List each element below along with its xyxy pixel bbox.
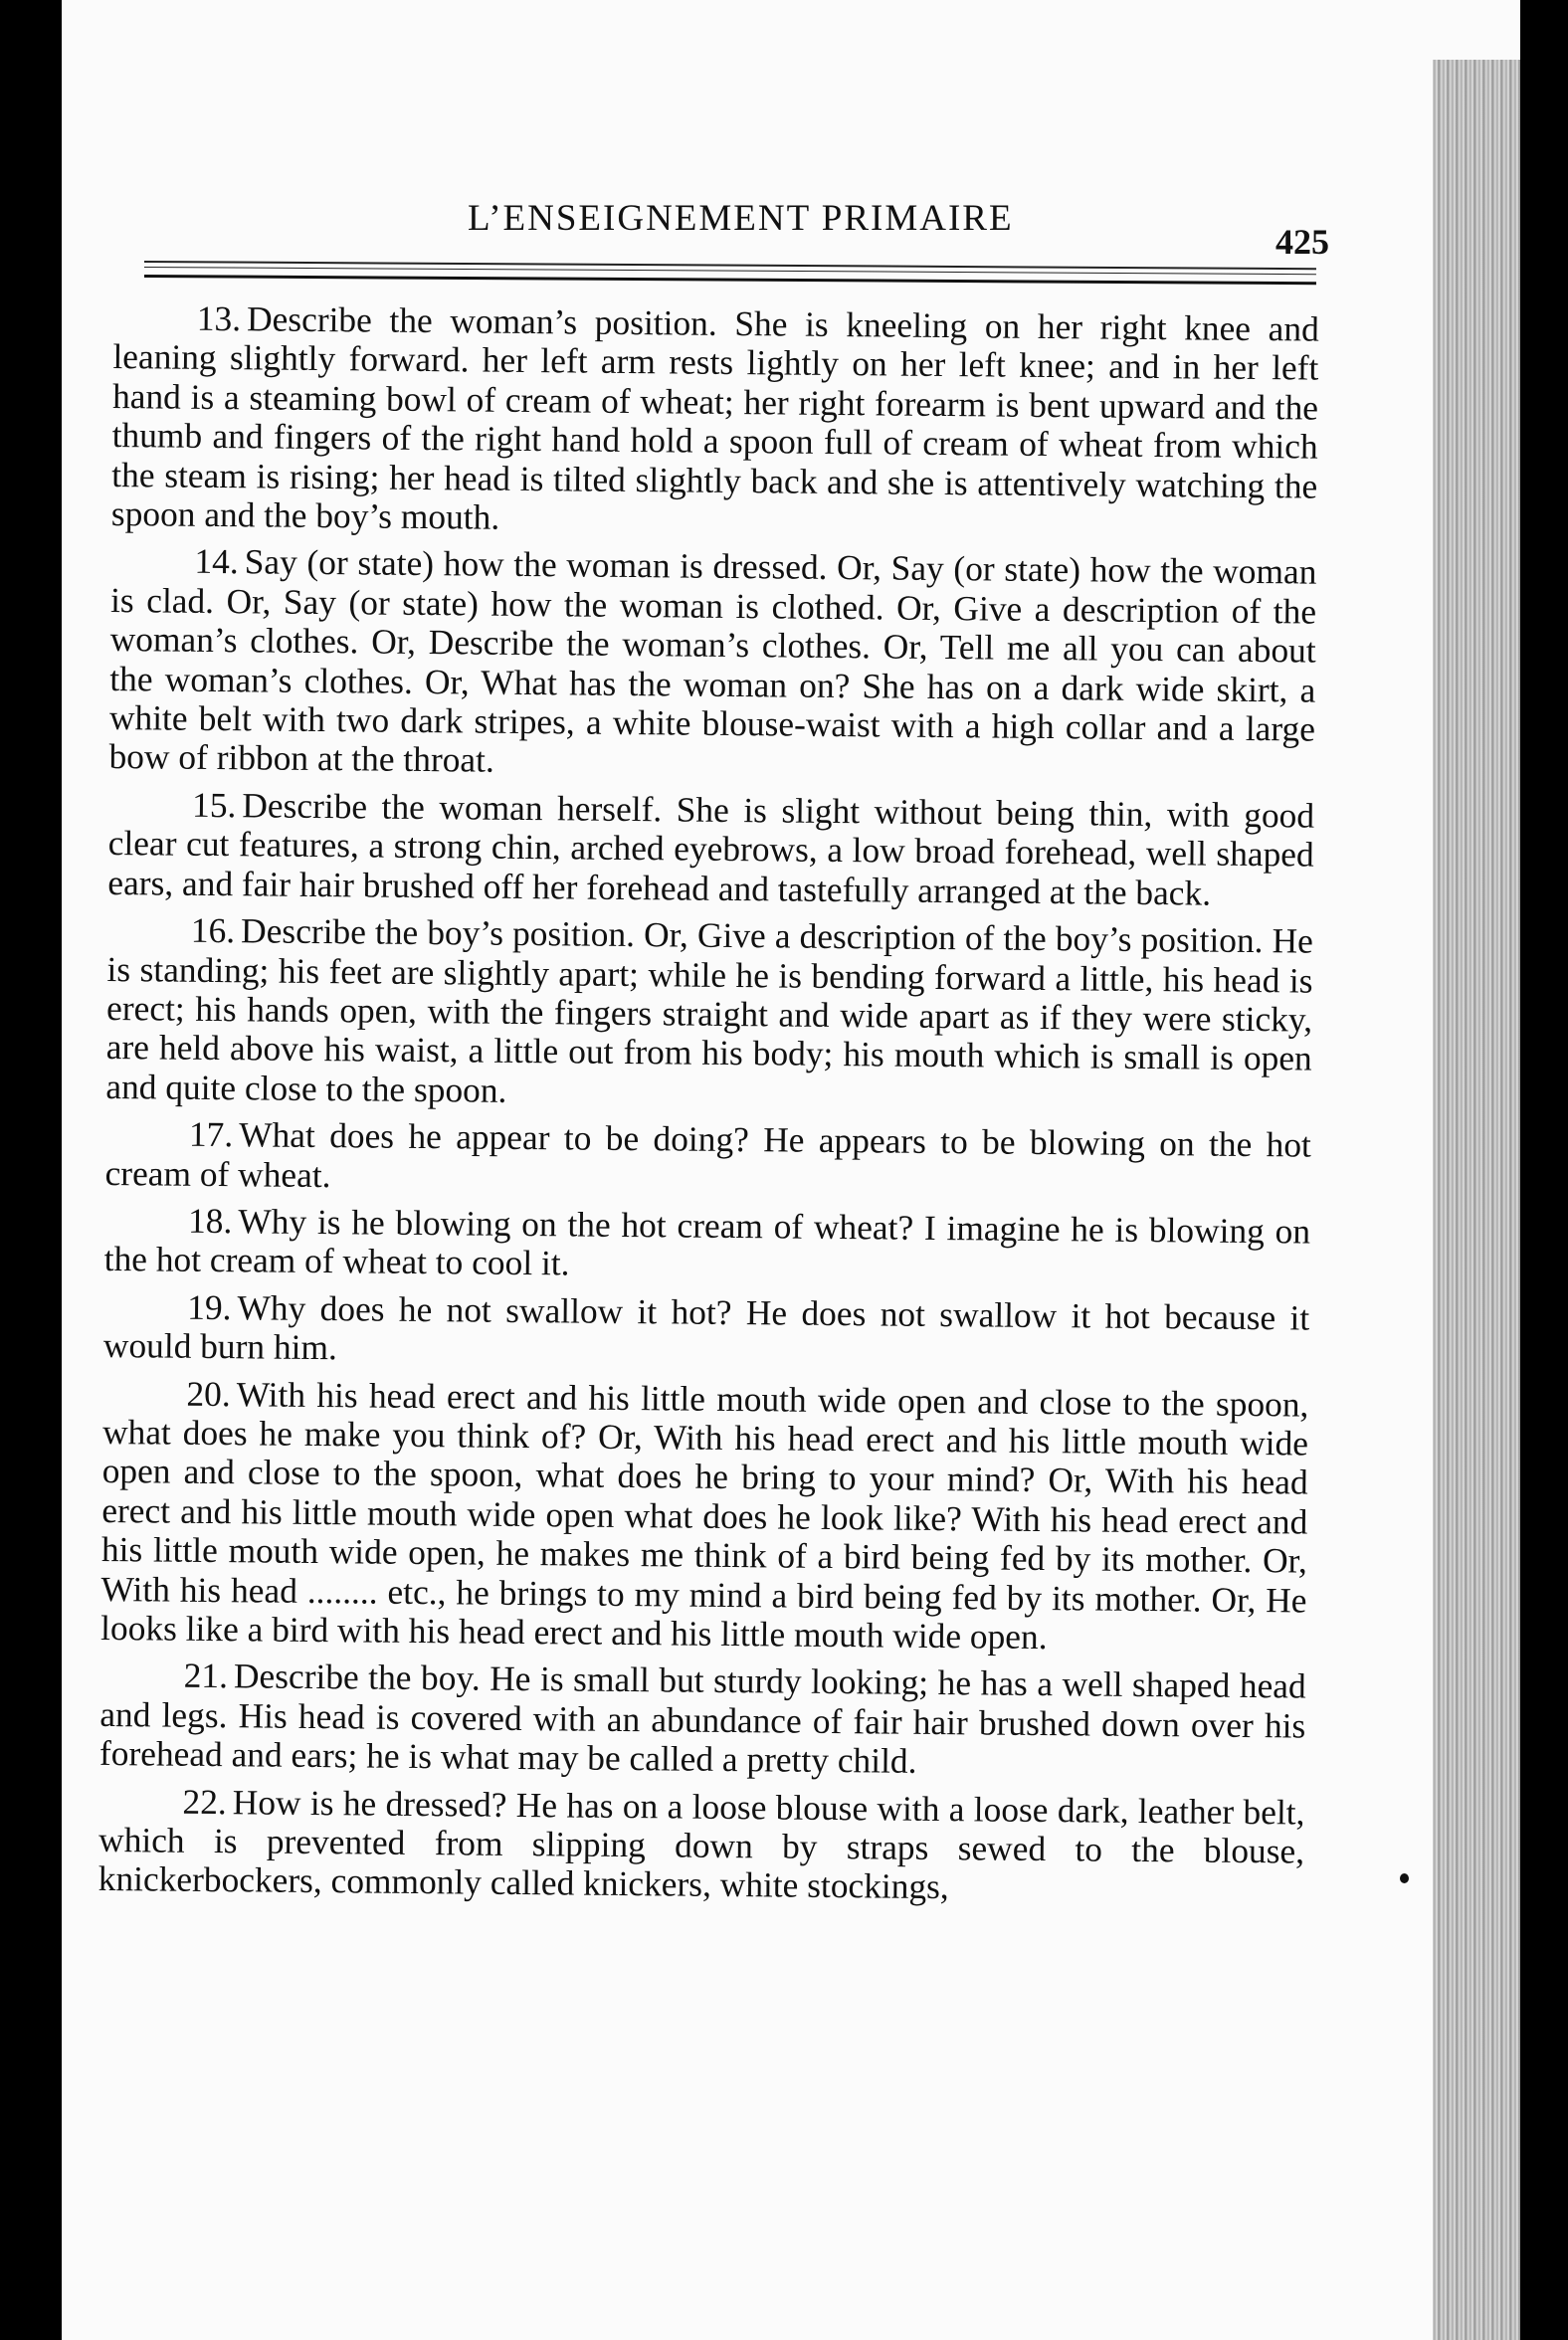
- paragraph-text: How is he dressed? He has on a loose blouse with a loose dark, leather belt, which is prevented from slipping down by straps sewed to the blouse, knickerbockers, commonly called knickers, white stockings,: [98, 1781, 1305, 1907]
- paragraph-text: With his head erect and his little mouth wide open and close to the spoon, what does he make you think of? Or, With his head erect and his little mouth wide open and close to the spoon, what does he bring to your mind? Or, With his head erect and his little mouth wide open what does he look like? With his head erect and his little mouth wide open, he makes me think of a bird being fed by its mother. Or, With his head ........ etc., he brings to my mind a bird being fed by its mother. Or, He looks like a bird with his head erect and his little mouth wide open.: [99, 1373, 1309, 1658]
- paragraph-number: 13.: [196, 297, 242, 339]
- paragraph-text: Describe the woman’s position. She is kneeling on her right knee and leaning slightly forward. her left arm rests lightly on her left knee; and in her left hand is a steaming bowl of cream of wheat; her right forearm is bent upward and the thumb and fingers of the right hand hold a spoon full of cream of wheat from which the steam is rising; her head is tilted slightly back and she is attentively watching the spoon and the boy’s mouth.: [110, 298, 1319, 537]
- paragraph-text: Why is he blowing on the hot cream of wheat? I imagine he is blowing on the hot cream of wheat to cool it.: [103, 1201, 1311, 1283]
- paragraph-text: Describe the woman herself. She is slight without being thin, with good clear cut features, a strong chin, arched eyebrows, a low broad forehead, well shaped ears, and fair hair brushed off her forehead and tastefully arranged at the back.: [107, 785, 1315, 913]
- paragraph-17: [104, 1114, 1311, 1204]
- page-number: 425: [1275, 222, 1329, 262]
- paragraph-text: Describe the boy’s position. Or, Give a description of the boy’s position. He is standing; his feet are slightly apart; while he is bending forward a little, his head is erect; his hands open, with the fingers straight and wide apart as if they were sticky, are held above his waist, a little out from his body; his mouth which is small is open and quite close to the spoon.: [105, 910, 1314, 1110]
- paragraph-16: [105, 910, 1313, 1118]
- paragraph-number: 22.: [182, 1781, 227, 1822]
- paragraph-number: 17.: [188, 1113, 234, 1155]
- ink-speck: [1400, 1873, 1409, 1883]
- left-binding-edge: [0, 0, 62, 2340]
- paragraph-number: 21.: [183, 1656, 229, 1696]
- paragraph-22: [98, 1782, 1305, 1911]
- paragraph-13: [111, 298, 1319, 545]
- paragraph-15: [107, 785, 1314, 914]
- paragraph-number: 15.: [191, 784, 237, 826]
- paragraph-text: Why does he not swallow it hot? He does not swallow it hot because it would burn him.: [102, 1286, 1310, 1368]
- paragraph-20: [100, 1374, 1309, 1659]
- paragraph-19: [103, 1287, 1310, 1377]
- paragraph-number: 19.: [187, 1286, 232, 1327]
- paragraph-21: [99, 1656, 1306, 1785]
- running-title: L’ENSEIGNEMENT PRIMAIRE: [468, 198, 1014, 239]
- paragraph-number: 16.: [190, 909, 236, 951]
- paragraph-text: Say (or state) how the woman is dressed. Or, Say (or state) how the woman is clad. Or, Say (or state) how the woman is clothed. Or, Give a description of the woman’s clothes. Or, Describe the woman’s clothes. Or, Tell me all you can about the woman’s clothes. Or, What has the woman on? She has on a dark wide skirt, a white belt with two dark stripes, a white blouse-waist with a high collar and a large bow of ribbon at the throat.: [108, 541, 1317, 781]
- paragraph-number: 20.: [186, 1373, 231, 1414]
- paragraph-number: 18.: [187, 1200, 233, 1242]
- page-stack-edge: [1433, 60, 1520, 2340]
- paragraph-text: What does he appear to be doing? He appears to be blowing on the hot cream of wheat.: [104, 1114, 1312, 1195]
- right-background: [1520, 0, 1568, 2340]
- paragraph-14: [108, 541, 1316, 788]
- paragraph-18: [104, 1201, 1311, 1290]
- body-text: [98, 298, 1318, 1918]
- paragraph-number: 14.: [194, 541, 239, 582]
- paragraph-text: Describe the boy. He is small but sturdy looking; he has a well shaped head and legs. His head is covered with an abundance of fair hair brushed down over his forehead and ears; he is what may be called a pretty child.: [98, 1656, 1306, 1782]
